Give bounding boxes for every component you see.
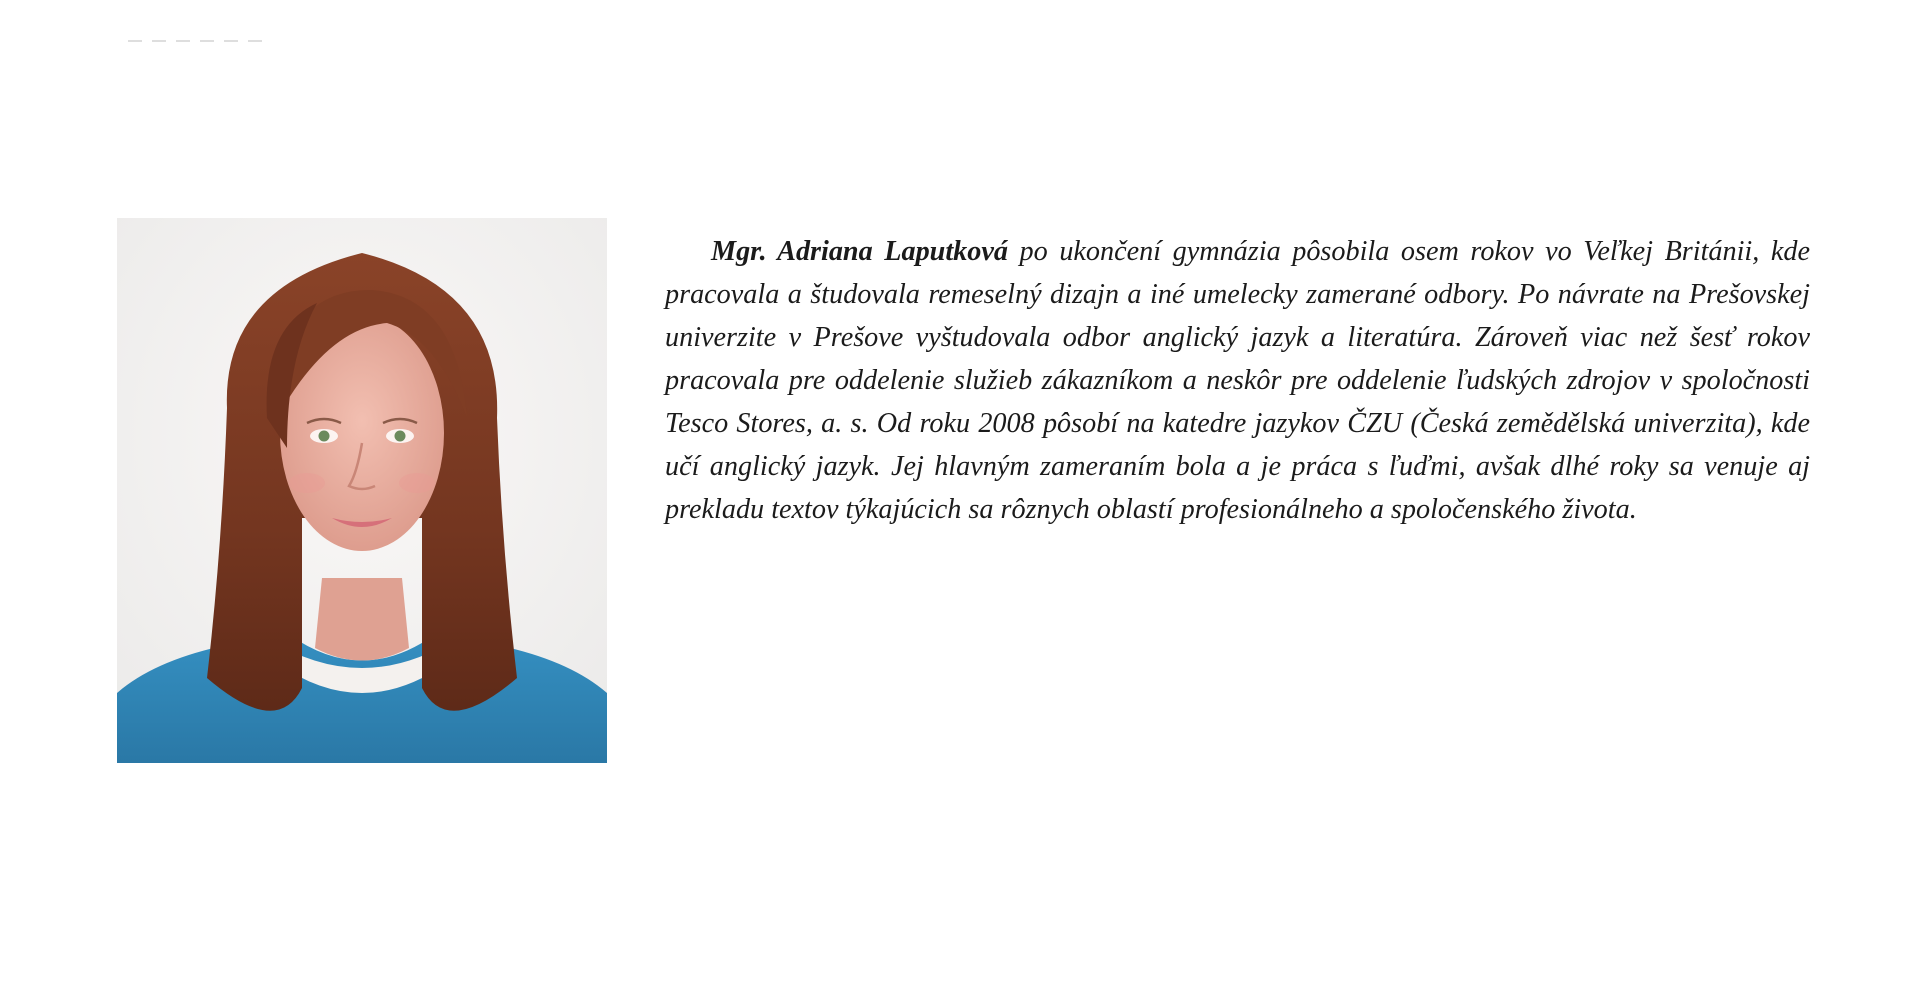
portrait-photo [117, 218, 607, 763]
author-bio-paragraph [665, 230, 1810, 531]
author-bio-text: po ukončení gymnázia pôsobila osem rokov vo Veľkej Británii, kde pracovala a študovala remeselný dizajn a iné umelecky zamerané odbory. Po návrate na Prešovskej univerzite v Prešove vyštudovala odbor anglický jazyk a literatúra. Zároveň viac než šesť rokov pracovala pre oddelenie služieb zákazníkom a neskôr pre oddelenie ľudských zdrojov v spoločnosti Tesco Stores, a. s. Od roku 2008 pôsobí na katedre jazykov ČZU (Česká zemědělská univerzita), kde učí anglický jazyk. Jej hlavným zameraním bola a je práca s ľuďmi, avšak dlhé roky sa venuje aj prekladu textov týkajúcich sa rôznych oblastí profesionálneho a spoločenského života. [665, 236, 1810, 525]
scan-artifact [128, 40, 263, 42]
author-name: Mgr. Adriana Laputková [711, 236, 1008, 267]
portrait-icon [117, 218, 607, 763]
